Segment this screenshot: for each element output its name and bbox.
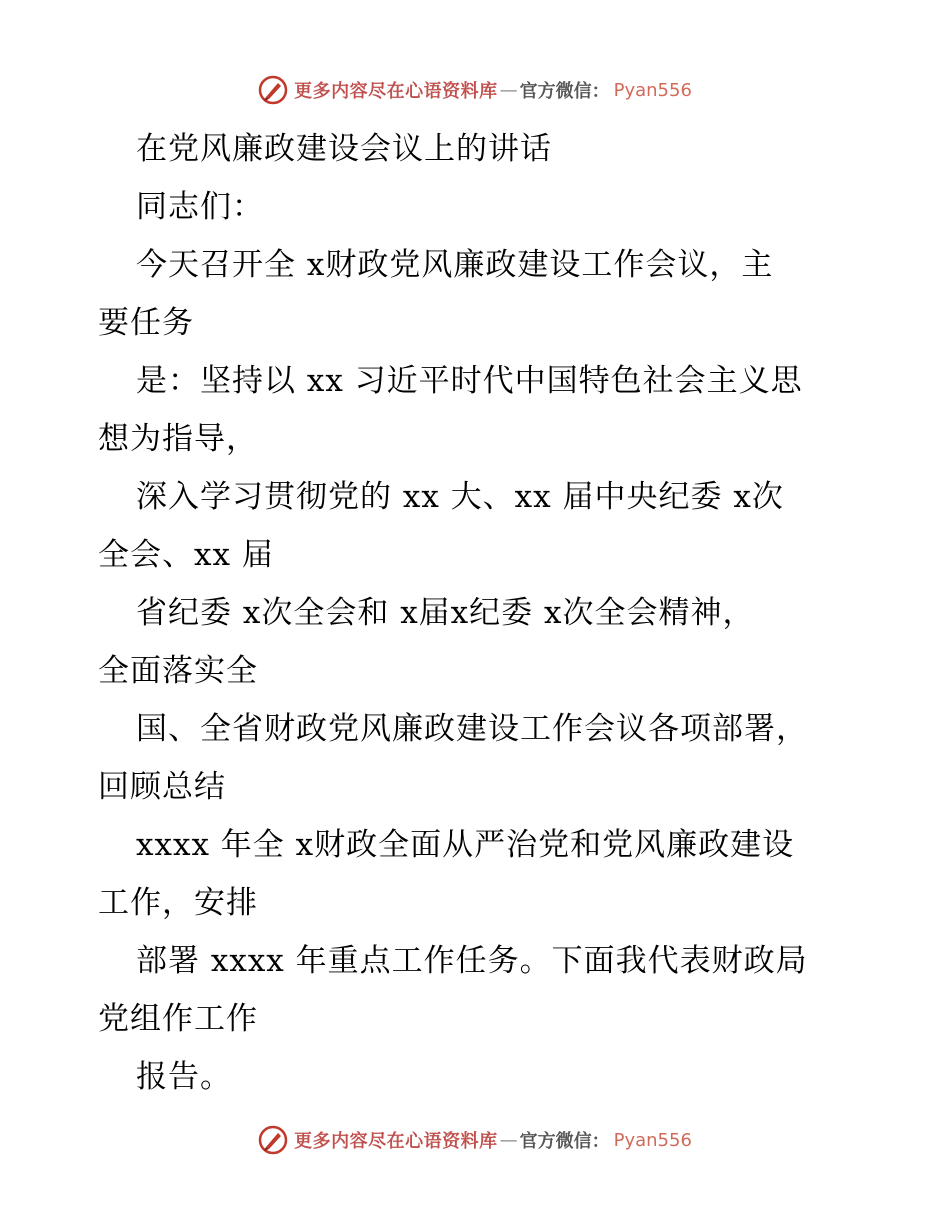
text-line: 报告。 bbox=[136, 1059, 232, 1095]
document-title: 在党风廉政建设会议上的讲话 bbox=[136, 131, 552, 167]
banner-wechat-label: 官方微信： bbox=[519, 81, 610, 102]
header-banner bbox=[0, 70, 950, 110]
text-line: xxxx 年全 x财政全面从严治党和党风廉政建设 bbox=[136, 827, 795, 863]
banner-dash: — bbox=[499, 79, 518, 101]
pen-logo-icon bbox=[258, 1125, 288, 1155]
text-line: 全面落实全 bbox=[98, 653, 258, 689]
banner-wechat-label: 官方微信： bbox=[519, 1131, 610, 1152]
text-line: 党组作工作 bbox=[98, 1001, 258, 1037]
text-line: 工作，安排 bbox=[98, 885, 258, 921]
banner-text: 更多内容尽在心语资料库 bbox=[294, 81, 498, 102]
text-line: 回顾总结 bbox=[98, 769, 226, 805]
text-line: 部署 xxxx 年重点工作任务。下面我代表财政局 bbox=[136, 943, 808, 979]
document-body bbox=[98, 120, 858, 1106]
text-line: 同志们： bbox=[136, 189, 264, 225]
text-line: 国、全省财政党风廉政建设工作会议各项部署， bbox=[136, 711, 808, 747]
text-line: 要任务 bbox=[98, 305, 194, 341]
pen-logo-icon bbox=[258, 75, 288, 105]
text-line: 全会、xx 届 bbox=[98, 537, 274, 573]
footer-banner bbox=[0, 1120, 950, 1160]
text-line: 省纪委 x次全会和 x届x纪委 x次全会精神， bbox=[136, 595, 755, 631]
banner-wechat-id: Pyan556 bbox=[613, 1129, 692, 1151]
banner-text: 更多内容尽在心语资料库 bbox=[294, 1131, 498, 1152]
text-line: 深入学习贯彻党的 xx 大、xx 届中央纪委 x次 bbox=[136, 479, 784, 515]
banner-wechat-id: Pyan556 bbox=[613, 79, 692, 101]
text-line: 想为指导， bbox=[98, 421, 258, 457]
text-line: 是：坚持以 xx 习近平时代中国特色社会主义思 bbox=[136, 363, 803, 399]
banner-dash: — bbox=[499, 1129, 518, 1151]
text-line: 今天召开全 x财政党风廉政建设工作会议，主 bbox=[136, 247, 774, 283]
